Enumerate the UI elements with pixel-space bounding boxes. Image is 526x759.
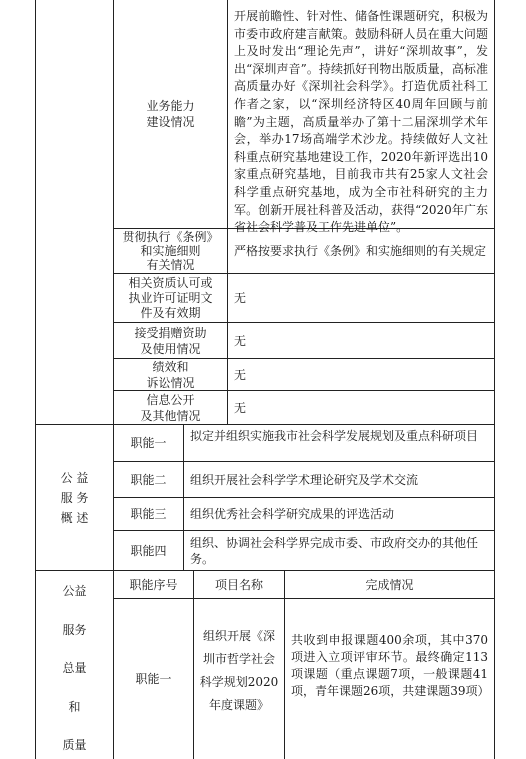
- function-desc: 组织优秀社会科学研究成果的评选活动: [190, 507, 395, 521]
- regulation-value: 严格按要求执行《条例》和实施细则的有关规定: [234, 244, 487, 258]
- row-func-no: 职能一: [135, 672, 172, 686]
- litigation-label: [114, 359, 227, 390]
- function-name: 职能一: [130, 436, 167, 450]
- function-name: 职能四: [130, 543, 167, 558]
- label-line: 服 务: [60, 490, 89, 505]
- label-line: 及使用情况: [140, 341, 201, 356]
- label-line: 执业许可证明文: [128, 290, 213, 305]
- label-line: 公 益: [60, 470, 89, 485]
- label-line: 有关情况: [146, 258, 195, 272]
- header-completion: 完成情况: [365, 577, 414, 592]
- disclosure-label: [114, 391, 227, 424]
- label-line: 信息公开: [146, 392, 195, 407]
- service-quantity-quality-label: [36, 583, 113, 753]
- label-line: 建设情况: [146, 115, 195, 129]
- donation-value: 无: [234, 333, 247, 348]
- header-func-no: 职能序号: [129, 577, 178, 592]
- function-desc: 拟定并组织实施我市社会科学发展规划及重点科研项目: [190, 429, 479, 443]
- label-line: 质量: [62, 738, 87, 752]
- disclosure-value: 无: [234, 400, 247, 415]
- label-line: 总量: [62, 661, 87, 675]
- label-line: 和: [68, 699, 81, 714]
- litigation-value: 无: [234, 367, 247, 382]
- public-service-overview-label: [36, 425, 113, 570]
- label-line: 接受捐赠资助: [134, 325, 207, 340]
- function-name: 职能二: [130, 472, 167, 487]
- function-name: 职能三: [130, 507, 167, 521]
- label-line: 诉讼情况: [146, 375, 195, 390]
- donation-label: [114, 323, 227, 358]
- label-line: 服务: [62, 622, 87, 637]
- table-border-right: [494, 0, 495, 759]
- business-capability-text: 开展前瞻性、针对性、储备性课题研究，积极为市委市政府建言献策。鼓励科研人员在重大问题上及时发出“理论先声”，讲好“深圳故事”，发出“深圳声音”。持续抓好刊物出版质量，高标准高质量办好《深圳社会科学》。打造优质社科工作者之家，以“深圳经济特区40周年回顾与前瞻”为主题，高质量举办了第十二届深圳学术年会，举办17场高端学术沙龙。持续做好人文社科重点研究基地建设工作，2020年新评选出10家重点研究基地，目前我市共有25家人文社会科学重点研究基地，成为全市社科研究的主力军。创新开展社科普及活动，获得“2020年广东省社会科学普及工作先进单位”。: [234, 9, 488, 235]
- license-label: [114, 274, 227, 322]
- label-line: 件及有效期: [140, 305, 201, 320]
- label-line: 概 述: [60, 510, 89, 525]
- label-line: 及其他情况: [140, 408, 201, 423]
- label-line: 公益: [62, 584, 87, 598]
- label-line: 绩效和: [152, 359, 189, 374]
- license-value: 无: [234, 291, 247, 305]
- function-desc: 组织、协调社会科学界完成市委、市政府交办的其他任务。: [190, 535, 479, 566]
- label-line: 和实施细则: [140, 244, 201, 258]
- business-capability-label: [114, 0, 227, 228]
- row-project: 组织开展《深圳市哲学社会科学规划2020年度课题》: [199, 629, 279, 712]
- label-line: 业务能力: [146, 99, 195, 113]
- function-desc: 组织开展社会科学学术理论研究及学术交流: [190, 472, 419, 487]
- label-line: 相关资质认可或: [128, 275, 213, 290]
- header-project: 项目名称: [214, 577, 263, 592]
- label-line: 贯彻执行《条例》: [122, 230, 219, 244]
- row-completion: 共收到申报课题400余项，其中370项进入立项评审环节。最终确定113项课题（重点课题7项，一般课题41项，青年课题26项，共建课题39项）: [291, 633, 490, 698]
- regulation-label: [114, 229, 227, 273]
